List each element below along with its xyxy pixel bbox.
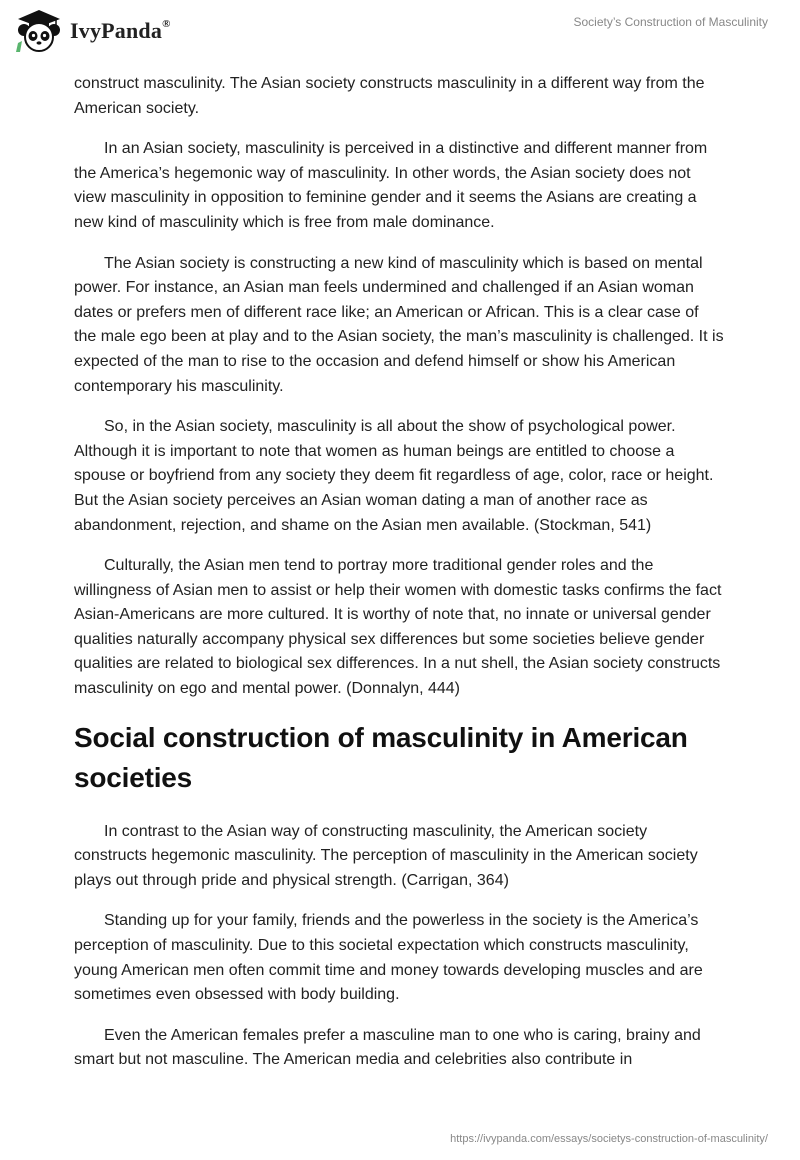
section-heading: Social construction of masculinity in American societies [74, 721, 688, 793]
paragraph: In contrast to the Asian way of constructing masculinity, the American society constructs hegemonic masculinity. The perception of masculinity in the American society plays out through pride and physical strength. (Carrigan, 364) [74, 822, 698, 889]
document-title: Society’s Construction of Masculinity [573, 15, 768, 29]
panda-graduation-cap-logo-icon [14, 8, 64, 54]
paragraph: Standing up for your family, friends and the powerless in the society is the America’s perception of masculinity. Due to this societal expectation which constructs masculinity, young American men often commit time and money towards developing muscles and are sometimes even obsessed with body building. [74, 912, 703, 1004]
registered-mark: ® [162, 17, 171, 30]
paragraph: The Asian society is constructing a new kind of masculinity which is based on mental power. For instance, an Asian man feels undermined and challenged if an Asian woman dates or prefers men of different race like; an American or African. This is a clear case of the male ego been at play and to the Asian society, the man’s masculinity is challenged. It is expected of the man to rise to the occasion and defend himself or show his American contemporary his masculinity. [74, 254, 724, 395]
paragraph: So, in the Asian society, masculinity is all about the show of psychological power. Although it is important to note that women as human beings are entitled to choose a spouse or boyfriend from any society they deem fit regardless of age, color, race or height. But the Asian society perceives an Asian woman dating a man of another race as abandonment, rejection, and shame on the Asian men available. (Stockman, 541) [74, 418, 714, 534]
paragraph: construct masculinity. The Asian society constructs masculinity in a different way from the American society. [74, 75, 705, 117]
brand-logo[interactable] [14, 8, 171, 54]
page-header [0, 0, 800, 70]
source-url[interactable]: https://ivypanda.com/essays/societys-construction-of-masculinity/ [450, 1133, 768, 1145]
paragraph: In an Asian society, masculinity is perceived in a distinctive and different manner from the America’s hegemonic way of masculinity. In other words, the Asian society does not view masculinity in opposition to feminine gender and it seems the Asians are creating a new kind of masculinity which is free from male dominance. [74, 140, 708, 231]
paragraph: Culturally, the Asian men tend to portray more traditional gender roles and the willingness of Asian men to assist or help their women with domestic tasks confirms the fact Asian-Americans are more cultured. It is worthy of note that, no innate or universal gender qualities naturally accompany physical sex differences but some societies believe gender qualities are related to biological sex differences. In a nut shell, the Asian society constructs masculinity on ego and mental power. (Donnalyn, 444) [74, 557, 722, 698]
paragraph: Even the American females prefer a masculine man to one who is caring, brainy and smart but not masculine. The American media and celebrities also contribute in [74, 1026, 701, 1069]
brand-name: IvyPanda® [70, 17, 171, 43]
essay-content [74, 72, 724, 1089]
